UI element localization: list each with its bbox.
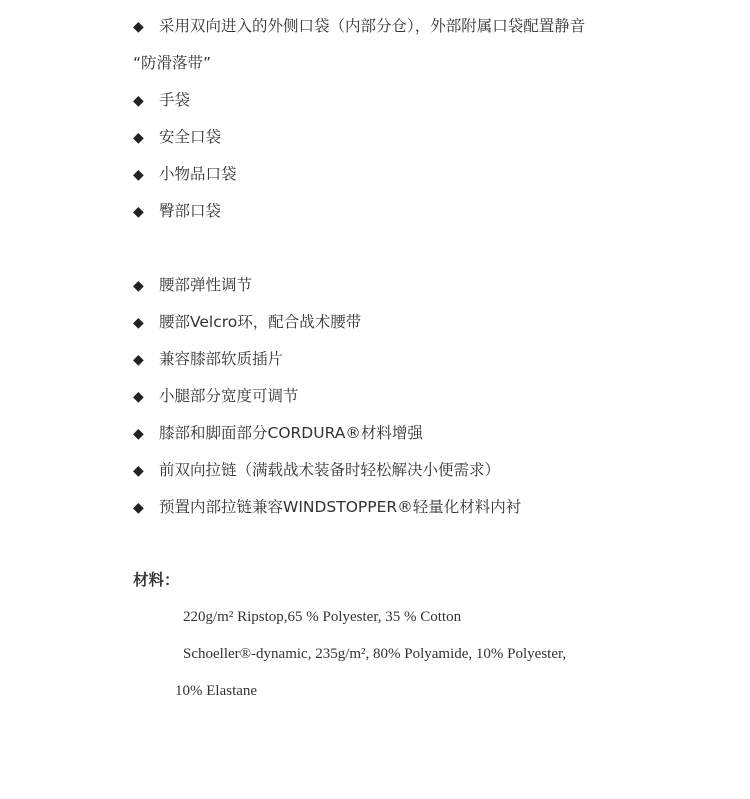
feature-line	[133, 308, 733, 345]
feature-line	[133, 419, 733, 456]
product-description	[133, 12, 733, 714]
diamond-bullet-icon: ◆	[133, 352, 144, 368]
feature-text: 采用双向进入的外侧口袋（内部分仓），外部附属口袋配置静音	[159, 17, 586, 35]
feature-text: 小腿部分宽度可调节	[159, 387, 299, 405]
diamond-bullet-icon: ◆	[133, 204, 144, 220]
diamond-bullet-icon: ◆	[133, 19, 144, 35]
material-line: Schoeller®-dynamic, 235g/m², 80% Polyamide, 10% Polyester,	[183, 646, 567, 662]
feature-line	[133, 493, 733, 530]
diamond-bullet-icon: ◆	[133, 278, 144, 294]
feature-line	[133, 12, 733, 49]
feature-text: 小物品口袋	[159, 165, 237, 183]
feature-line	[133, 271, 733, 308]
feature-text: 预置内部拉链兼容WINDSTOPPER®轻量化材料内衬	[159, 498, 522, 516]
feature-line	[133, 382, 733, 419]
feature-line	[133, 197, 733, 234]
feature-text: 臀部口袋	[159, 202, 222, 220]
diamond-bullet-icon: ◆	[133, 463, 144, 479]
material-line: 10% Elastane	[175, 683, 258, 699]
diamond-bullet-icon: ◆	[133, 389, 144, 405]
feature-line	[133, 160, 733, 197]
diamond-bullet-icon: ◆	[133, 167, 144, 183]
feature-text: 腰部弹性调节	[159, 276, 253, 294]
feature-text: 安全口袋	[159, 128, 222, 146]
feature-text: 腰部Velcro环，配合战术腰带	[159, 313, 362, 331]
material-line: 220g/m² Ripstop,65 % Polyester, 35 % Cotton	[183, 609, 462, 625]
feature-text: 前双向拉链（满载战术装备时轻松解决小便需求）	[159, 461, 501, 479]
feature-text: 手袋	[159, 91, 191, 109]
feature-line	[133, 345, 733, 382]
feature-text: “防滑落带”	[133, 54, 212, 72]
diamond-bullet-icon: ◆	[133, 93, 144, 109]
feature-text: 兼容膝部软质插片	[159, 350, 284, 368]
blank-line	[133, 234, 733, 271]
feature-line	[133, 86, 733, 123]
diamond-bullet-icon: ◆	[133, 426, 144, 442]
diamond-bullet-icon: ◆	[133, 315, 144, 331]
diamond-bullet-icon: ◆	[133, 130, 144, 146]
feature-line-continuation	[133, 49, 733, 86]
feature-line	[133, 123, 733, 160]
materials-heading: 材料：	[133, 571, 180, 589]
feature-text: 膝部和脚面部分CORDURA®材料增强	[159, 424, 423, 442]
blank-line	[133, 530, 733, 566]
feature-line	[133, 456, 733, 493]
diamond-bullet-icon: ◆	[133, 500, 144, 516]
